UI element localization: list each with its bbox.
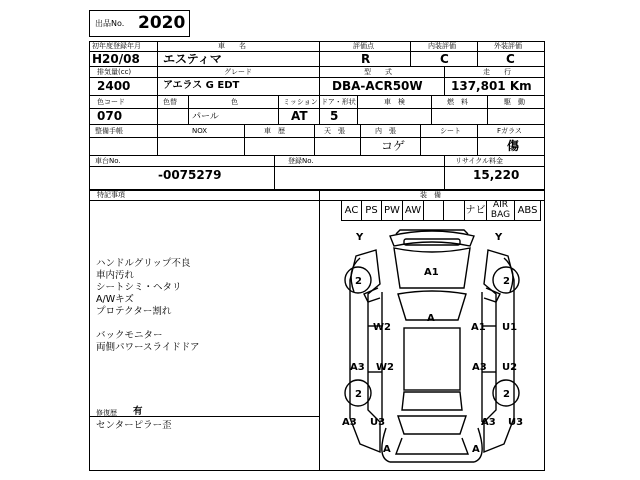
damage-mark: U1 — [502, 322, 518, 333]
displacement-value: 2400 — [97, 79, 131, 93]
damage-mark: A — [472, 444, 480, 455]
damage-mark: Y — [495, 232, 503, 243]
divider — [157, 66, 158, 95]
note-line: 両側パワースライドドア — [96, 342, 200, 353]
rear-glass-outline — [402, 392, 462, 410]
row5-label-divider — [89, 166, 545, 167]
divider — [157, 95, 158, 124]
damage-mark: U2 — [502, 362, 518, 373]
damage-mark: A1 — [471, 322, 486, 333]
equipment-airbag: AIR BAG — [486, 200, 515, 221]
door-value: 5 — [330, 109, 339, 123]
divider — [157, 41, 158, 66]
displacement-label: 排気量(cc) — [97, 68, 132, 76]
equipment-ps: PS — [361, 200, 382, 221]
damage-mark: A3 — [350, 362, 365, 373]
car-name-value: エスティマ — [163, 52, 222, 66]
notes-label: 特記事項 — [97, 191, 125, 199]
exterior-grade-value: C — [506, 52, 515, 66]
note-line: シートシミ・ヘタリ — [96, 282, 182, 293]
roof-outline — [404, 328, 460, 390]
damage-mark: 2 — [355, 276, 362, 287]
divider — [244, 124, 245, 155]
divider — [487, 95, 488, 124]
note-line: プロテクター割れ — [96, 306, 172, 317]
equipment-label: 装 備 — [420, 191, 441, 199]
chassis-number-label: 車台No. — [95, 157, 121, 165]
tailgate-outline — [398, 416, 466, 434]
damage-mark: U3 — [508, 417, 524, 428]
divider — [444, 155, 445, 190]
damage-mark: Y — [356, 232, 364, 243]
mission-value: AT — [291, 109, 308, 123]
divider — [278, 95, 279, 124]
damage-mark: A3 — [472, 362, 487, 373]
damage-mark: A3 — [481, 417, 496, 428]
mission-label: ミッション — [283, 98, 318, 106]
divider — [319, 66, 320, 95]
damage-mark: A1 — [424, 267, 439, 278]
divider — [357, 95, 358, 124]
repair-detail: センターピラー歪 — [96, 420, 172, 431]
service-record-label: 整備手帳 — [95, 127, 123, 135]
divider — [314, 124, 315, 155]
drive-label: 駆 動 — [504, 98, 525, 106]
fuel-label: 燃 料 — [447, 98, 468, 106]
front-glass-label: Fガラス — [497, 127, 522, 135]
note-line — [96, 318, 199, 330]
lot-number-label: 出品No. — [95, 19, 125, 28]
interior-grade-value: C — [440, 52, 449, 66]
front-glass-value: 傷 — [507, 139, 520, 153]
divider — [319, 41, 320, 66]
history-label: 車 歴 — [264, 127, 285, 135]
interior-trim-label: 内 張 — [375, 127, 396, 135]
repair-section-line — [89, 416, 320, 417]
score-label: 評価点 — [353, 42, 374, 50]
damage-mark: U3 — [370, 417, 386, 428]
divider — [420, 124, 421, 155]
repair-history-label: 修復歴 — [96, 409, 117, 417]
score-value: R — [361, 52, 371, 66]
recycle-fee-label: リサイクル料金 — [455, 157, 504, 165]
divider — [477, 41, 478, 66]
divider — [431, 95, 432, 124]
year-label: 初年度登録年月 — [92, 42, 141, 50]
damage-mark: A — [427, 313, 435, 324]
notes-list — [96, 258, 199, 354]
inspection-label: 車 検 — [384, 98, 405, 106]
divider — [319, 95, 320, 124]
grade-label: グレード — [224, 68, 252, 76]
registration-number-label: 登録No. — [288, 157, 314, 165]
divider — [274, 155, 275, 190]
damage-mark: 2 — [503, 276, 510, 287]
chassis-number-value: -0075279 — [158, 168, 222, 182]
divider — [157, 124, 158, 155]
note-line: 車内汚れ — [96, 270, 135, 281]
color-code-label: 色コード — [97, 98, 125, 106]
repair-history-value: 有 — [133, 406, 143, 417]
equipment-pw: PW — [381, 200, 403, 221]
equipment-navi: ナビ — [464, 200, 487, 221]
note-line: A/Wキズ — [96, 294, 134, 305]
divider — [477, 124, 478, 155]
ceiling-label: 天 張 — [324, 127, 345, 135]
damage-mark: 2 — [355, 389, 362, 400]
equipment-blank-2 — [443, 200, 465, 221]
model-code-label: 型 式 — [364, 68, 392, 76]
damage-mark: A3 — [342, 417, 357, 428]
nox-label: NOX — [192, 127, 208, 135]
divider — [410, 41, 411, 66]
interior-trim-value: コゲ — [381, 139, 406, 153]
color-code-value: 070 — [97, 109, 123, 123]
note-line: バックモニター — [96, 330, 163, 341]
row4-bottom-line — [89, 155, 545, 156]
equipment-ac: AC — [341, 200, 362, 221]
color-change-label: 色替 — [163, 98, 177, 106]
divider — [360, 124, 361, 155]
damage-mark: 2 — [503, 389, 510, 400]
year-value: H20/08 — [92, 52, 140, 66]
note-line: ハンドルグリップ不良 — [96, 258, 191, 269]
interior-grade-label: 内装評価 — [428, 42, 456, 50]
seat-label: シート — [440, 127, 461, 135]
color-label: 色 — [231, 98, 238, 106]
equipment-aw: AW — [402, 200, 424, 221]
model-code-value: DBA-ACR50W — [332, 79, 423, 93]
damage-mark: W2 — [376, 362, 394, 373]
damage-mark: W2 — [373, 322, 391, 333]
lot-number: 2020 — [138, 13, 186, 33]
equipment-blank-1 — [423, 200, 444, 221]
mileage-label: 走 行 — [483, 68, 511, 76]
car-name-label: 車 名 — [218, 42, 246, 50]
damage-mark: A — [383, 444, 391, 455]
mileage-value: 137,801 Km — [451, 79, 532, 93]
divider — [444, 66, 445, 95]
divider — [188, 95, 189, 124]
color-value: パール — [192, 112, 219, 122]
door-label: ドア・形状 — [321, 98, 356, 106]
recycle-fee-value: 15,220 — [473, 168, 520, 182]
exterior-grade-label: 外装評価 — [494, 42, 522, 50]
equipment-abs: ABS — [514, 200, 541, 221]
grade-value: アエラス G EDT — [163, 80, 240, 91]
car-damage-diagram — [320, 222, 544, 470]
